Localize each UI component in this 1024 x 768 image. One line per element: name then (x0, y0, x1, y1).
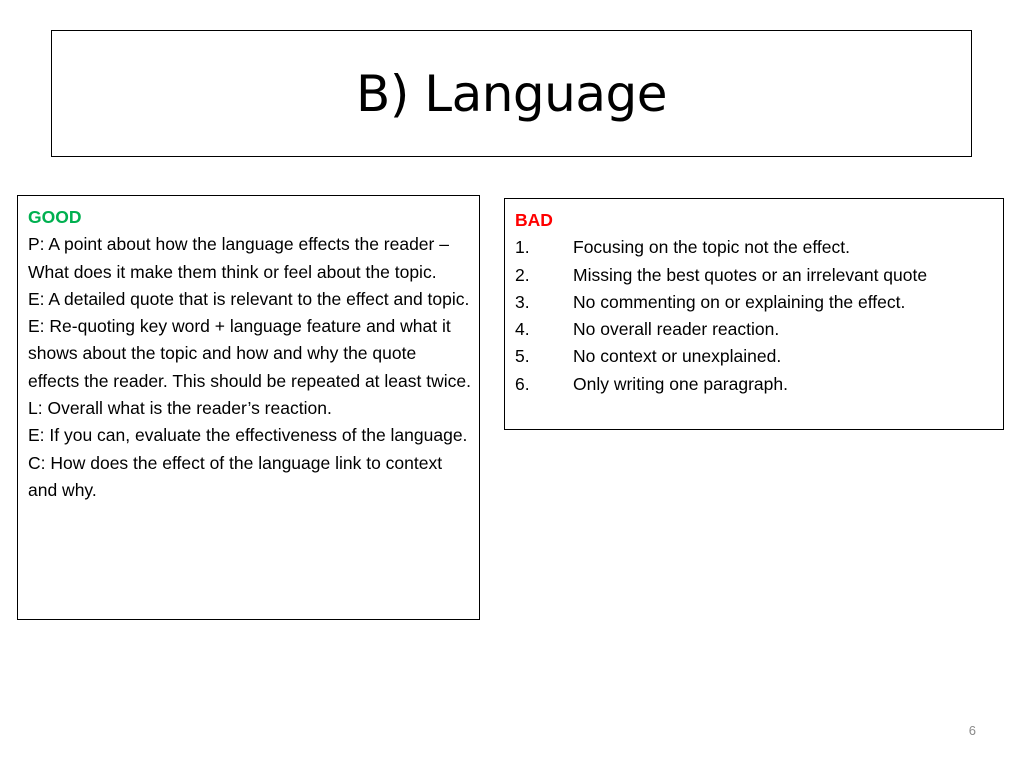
title-box (51, 30, 972, 157)
bad-item-number: 2. (515, 264, 530, 285)
bad-list-item (515, 234, 995, 261)
bad-item-number: 1. (515, 237, 530, 258)
good-box (17, 195, 480, 620)
bad-list-item (515, 316, 995, 343)
bad-list-item (515, 343, 995, 370)
bad-item-number: 3. (515, 291, 530, 312)
bad-item-number: 5. (515, 346, 530, 367)
bad-item-text: No commenting on or explaining the effect. (573, 291, 906, 312)
bad-list (515, 234, 995, 398)
good-point-e1: E: A detailed quote that is relevant to the effect and topic. (28, 288, 470, 309)
bad-item-number: 4. (515, 319, 530, 340)
good-point-p: P: A point about how the language effects the reader – What does it make them think or feel about the topic. (28, 234, 449, 282)
good-point-l: L: Overall what is the reader’s reaction. (28, 398, 332, 419)
bad-box (504, 198, 1004, 430)
bad-item-text: Only writing one paragraph. (573, 373, 788, 394)
good-point-c: C: How does the effect of the language link to context and why. (28, 452, 443, 500)
slide-title: B) Language (356, 64, 667, 123)
bad-list-item (515, 371, 995, 398)
bad-item-number: 6. (515, 373, 530, 394)
good-point-e3: E: If you can, evaluate the effectiveness of the language. (28, 425, 468, 446)
bad-item-text: No overall reader reaction. (573, 319, 780, 340)
good-point-e2: E: Re-quoting key word + language feature and what it shows about the topic and how and why the quote effects the reader. This should be repeated at least twice. (28, 316, 471, 391)
bad-list-item (515, 289, 995, 316)
good-heading: GOOD (28, 207, 82, 227)
bad-list-item (515, 262, 995, 289)
bad-heading: BAD (515, 210, 553, 230)
bad-item-text: Focusing on the topic not the effect. (573, 237, 850, 258)
bad-item-text: No context or unexplained. (573, 346, 782, 367)
page-number: 6 (968, 723, 976, 738)
bad-item-text: Missing the best quotes or an irrelevant quote (573, 264, 928, 285)
